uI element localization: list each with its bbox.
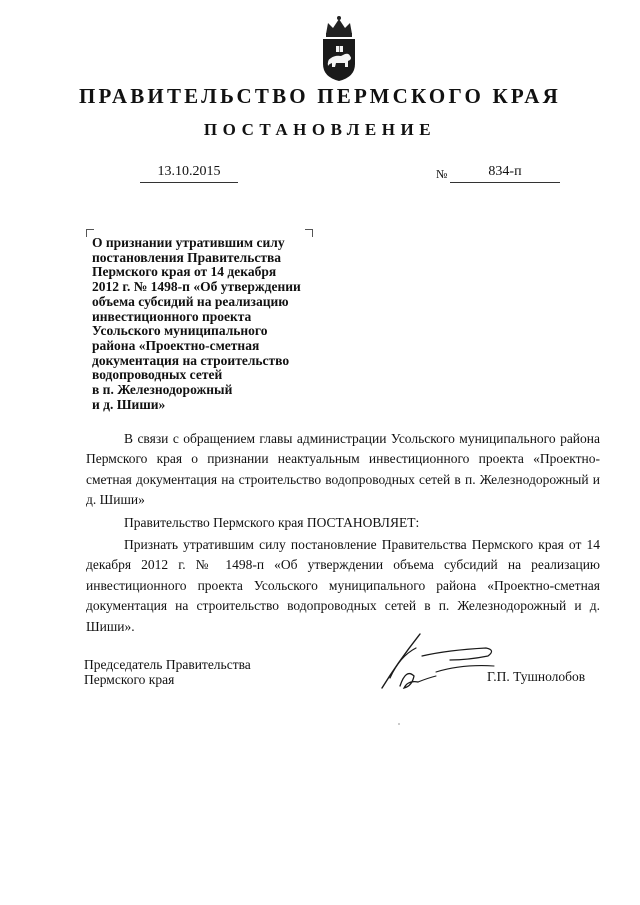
document-date: 13.10.2015 [140, 162, 238, 183]
document-type-title: ПОСТАНОВЛЕНИЕ [203, 120, 437, 139]
subject-line: водопроводных сетей [92, 367, 223, 383]
body-paragraph-preamble: В связи с обращением главы администрации Усольского муниципального района Пермского края о признании неактуальным инвестиционного проекта «Проектно-сметная документация на строительство водопроводных сетей в п. Железнодорожный и д. Шиши» [86, 431, 600, 508]
number-sign: № [436, 167, 448, 181]
subject-line: Усольского муниципального [92, 323, 268, 339]
document-body [86, 429, 600, 637]
subject-line: Пермского края от 14 декабря [92, 264, 277, 280]
government-title: ПРАВИТЕЛЬСТВО ПЕРМСКОГО КРАЯ [78, 84, 561, 108]
scan-speck [398, 723, 400, 725]
body-paragraph-decision: Признать утратившим силу постановление Правительства Пермского края от 14 декабря 2012 г. № 1498-п «Об утверждении объема субсидий на реализацию инвестиционного проекта Усольского муниципального района «Проектно-сметная документация на строительство водопроводных сетей в п. Железнодорожный и д. Шиши». [86, 537, 600, 634]
signatory-position [84, 657, 251, 687]
subject-line: района «Проектно-сметная [92, 337, 260, 353]
document-number: 834-п [450, 162, 560, 183]
subject-line: 2012 г. № 1498-п «Об утверждении [92, 279, 301, 295]
subject-line: документация на строительство [92, 352, 290, 368]
body-paragraph-resolves: Правительство Пермского края ПОСТАНОВЛЯЕТ: [124, 514, 420, 530]
subject-line: инвестиционного проекта [92, 308, 252, 324]
signatory-position-line: Пермского края [84, 672, 175, 687]
subject-line: и д. Шиши» [92, 396, 166, 412]
signatory-name: Г.П. Тушнолобов [487, 669, 586, 684]
handwritten-signature [378, 626, 502, 698]
perm-krai-coat-of-arms-icon [318, 14, 360, 82]
signatory-position-line: Председатель Правительства [84, 657, 251, 672]
subject-line: в п. Железнодорожный [92, 382, 233, 398]
subject-line: О признании утратившим силу [92, 235, 285, 250]
subject-heading [92, 236, 328, 412]
subject-line: постановления Правительства [92, 249, 281, 265]
subject-line: объема субсидий на реализацию [92, 293, 289, 309]
